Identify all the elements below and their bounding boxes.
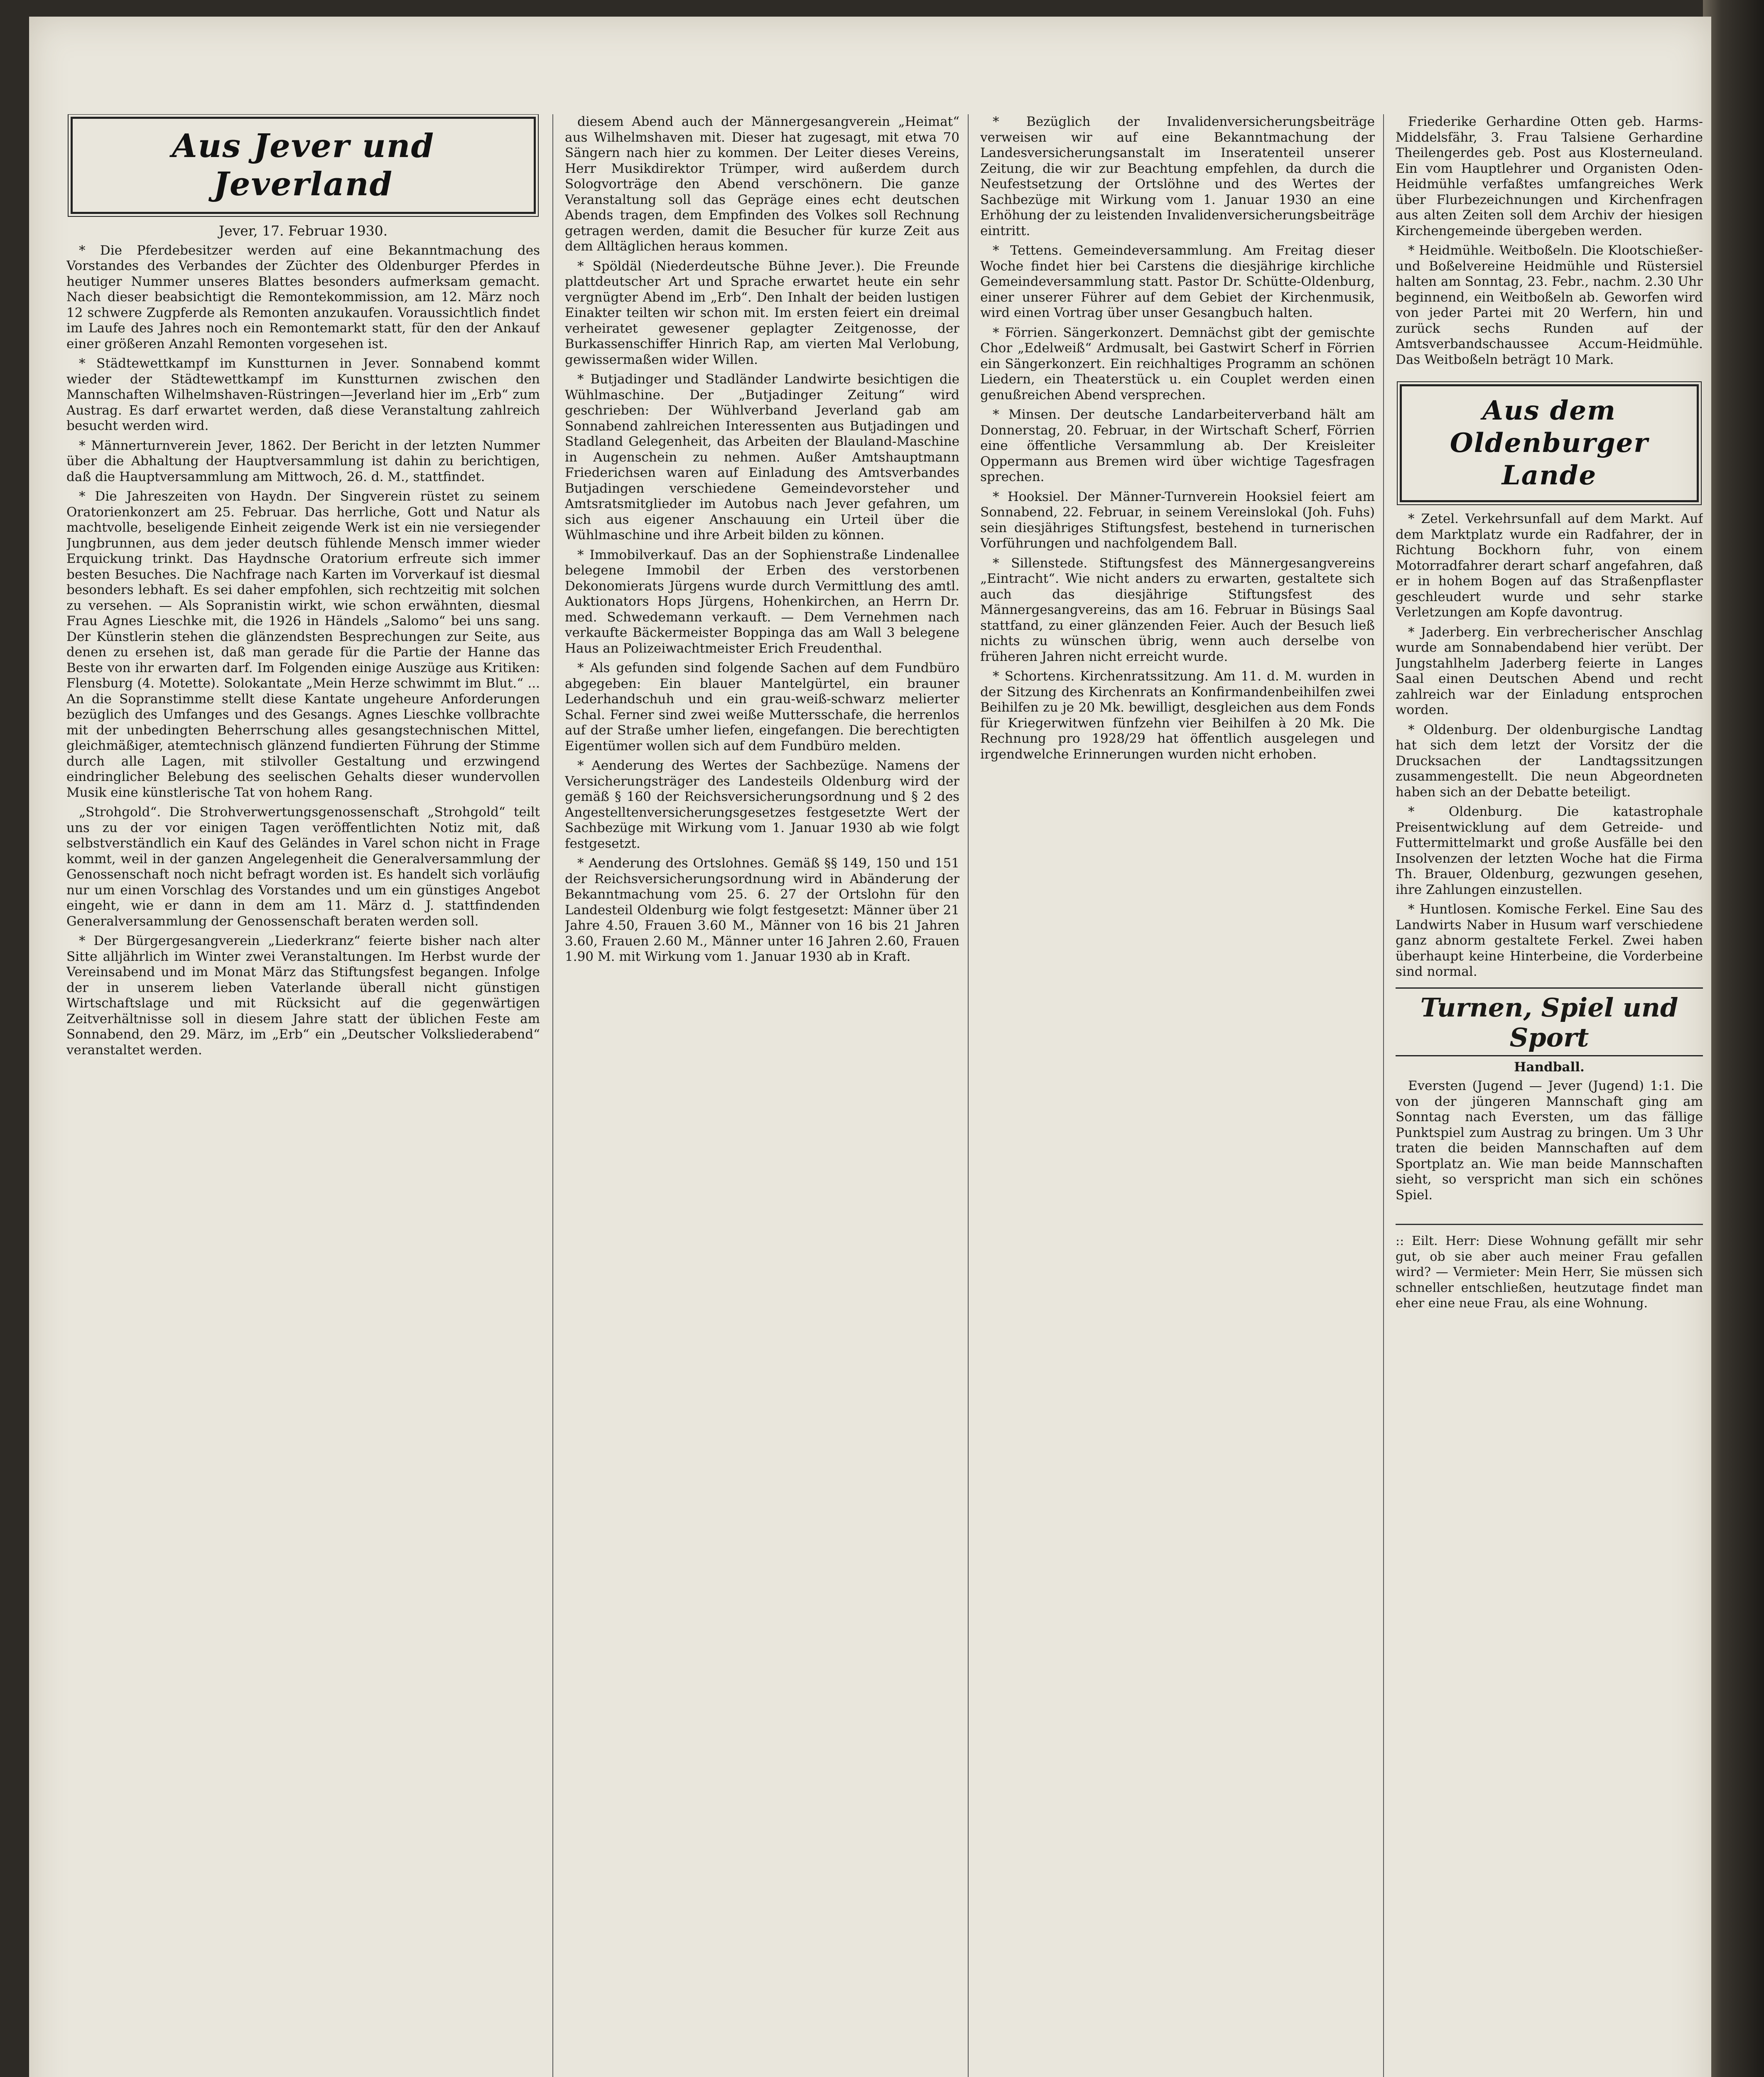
article: „Strohgold“. Die Strohverwertungsgenossenschaft „Strohgold“ teilt uns zu der vor einigen Tagen veröffentlichten Notiz mit, daß selbstverständlich ein Kauf des Geländes in Varel schon nicht in Frage kommt, weil in der ganzen Angelegenheit die Generalversammlung der Genossenschaft noch nicht befragt worden ist. Es handelt sich vorläufig nur um einen Vorschlag des Vorstandes und um ein günstiges Angebot eingeht, wie er dann in dem am 11. März d. J. stattfindenden Generalversammlung der Genossenschaft beraten werden soll. (66, 805, 540, 929)
article: * Aenderung des Wertes der Sachbezüge. Namens der Versicherungsträger des Landesteils Oldenburg wird der gemäß § 160 der Reichsversicherungsordnung und § 2 des Angestelltenversicherungsgesetzes festgesetzte Wert der Sachbezüge mit Wirkung vom 1. Januar 1930 ab wie folgt festgesetzt. (565, 758, 959, 851)
joke-tail: :: Eilt. Herr: Diese Wohnung gefällt mir sehr gut, ob sie aber auch meiner Frau gefallen wird? — Vermieter: Mein Herr, Sie müssen sich schneller entschließen, heutzutage findet man eher eine neue Frau, als eine Wohnung. (1396, 1224, 1703, 1311)
article: * Jaderberg. Ein verbrecherischer Anschlag wurde am Sonnabendabend hier verübt. Der Jungstahlhelm Jaderberg feierte in Langes Saal einen Deutschen Abend und recht zahlreich war der Einladung entsprochen worden. (1396, 624, 1703, 717)
article: * Die Jahreszeiten von Haydn. Der Singverein rüstet zu seinem Oratorienkonzert am 25. Februar. Das herrliche, Gott und Natur als machtvolle, beseligende Einheit zeigende Werk ist ein nie versiegender Jungbrunnen, aus dem jeder deutsch fühlende Mensch immer wieder Erquickung trinkt. Das Haydnsche Oratorium erfreute sich immer besten Besuches. Die Nachfrage nach Karten im Vorverkauf ist diesmal besonders lebhaft. Es sei daher empfohlen, sich rechtzeitig mit solchen zu versehen. — Als Sopranistin wirkt, wie schon erwähnten, diesmal Frau Agnes Lieschke mit, die 1926 in Händels „Salomo“ bei uns sang. Der Künstlerin stehen die glänzendsten Besprechungen zur Seite, aus denen zu ersehen ist, daß man gerade für die Partie der Hanne das Beste von ihr erwarten darf. Im Folgenden einige Auszüge aus Kritiken: Flensburg (4. Motette). Solokantate „Mein Herze schwimmt im Blut.“ ... An die Sopranstimme stellt diese Kantate ungeheure Anforderungen bezüglich des Umfanges und des Gesangs. Agnes Lieschke vollbrachte mit der unbedingten Beherrschung alles gesangstechnischen Mittel, gleichmäßiger, atemtechnisch glänzend fundierten Führung der Stimme durch alle Lagen, mit stilvoller Gestaltung und erzwingend eindringlicher Belebung des seelischen Gehalts dieser wundervollen Musik eine künstlerische Tat von hohem Rang. (66, 489, 540, 800)
article: * Die Pferdebesitzer werden auf eine Bekanntmachung des Vorstandes des Verbandes der Züchter des Oldenburger Pferdes in heutiger Nummer unseres Blattes besonders aufmerksam gemacht. Nach dieser beabsichtigt die Remontekommission, am 12. März noch 12 schwere Zugpferde als Remonten anzukaufen. Voraussichtlich findet im Laufe des Jahres noch ein Remontemarkt statt, für den der Ankauf einer größeren Anzahl Remonten vorgesehen ist. (66, 243, 540, 351)
scanner-dark-edge (1703, 0, 1764, 2077)
article: Eversten (Jugend — Jever (Jugend) 1:1. Die von der jüngeren Mannschaft ging am Sonntag nach Eversten, um das fällige Punktspiel zum Austrag zu bringen. Um 3 Uhr traten die beiden Mannschaften auf dem Sportplatz an. Wie man beide Mannschaften sieht, so verspricht man sich ein schönes Spiel. (1396, 1078, 1703, 1203)
article: * Oldenburg. Die katastrophale Preisentwicklung auf dem Getreide- und Futtermittelmarkt und große Ausfälle bei den Insolvenzen der letzten Woche hat die Firma Th. Brauer, Oldenburg, gezwungen gesehen, ihre Zahlungen einzustellen. (1396, 804, 1703, 897)
article: * Männerturnverein Jever, 1862. Der Bericht in der letzten Nummer über die Abhaltung der Hauptversammlung ist dahin zu berichtigen, daß die Hauptversammlung am Mittwoch, 26. d. M., stattfindet. (66, 438, 540, 484)
article: * Zetel. Verkehrsunfall auf dem Markt. Auf dem Marktplatz wurde ein Radfahrer, der in Richtung Bockhorn fuhr, von einem Motorradfahrer derart scharf angefahren, daß er in hohem Bogen auf das Straßenpflaster geschleudert wurde und sehr starke Verletzungen am Kopfe davontrug. (1396, 511, 1703, 620)
article: * Butjadinger und Stadländer Landwirte besichtigen die Wühlmaschine. Der „Butjadinger Zeitung“ wird geschrieben: Der Wühlverband Jeverland gab am Sonnabend zahlreichen Interessenten aus Butjadingen und Stadland Gelegenheit, das Arbeiten der Blauland-Maschine in Augenschein zu nehmen. Außer Amtshauptmann Friederichsen waren auf Einladung des Amtsverbandes Butjadingen verschiedene Gemeindevorsteher und Amtsratsmitglieder im Autobus nach Jever gefahren, um sich aus eigener Anschauung ein Urteil über die Wühlmaschine und ihre Arbeit bilden zu können. (565, 372, 959, 543)
article: * Minsen. Der deutsche Landarbeiterverband hält am Donnerstag, 20. Februar, in der Wirtschaft Scherf, Förrien eine öffentliche Versammlung ab. Der Kreisleiter Oppermann aus Bremen wird über wichtige Tagesfragen sprechen. (980, 407, 1375, 484)
article: * Oldenburg. Der oldenburgische Landtag hat sich dem letzt der Vorsitz der die Drucksachen der Landtagssitzungen zusammengestellt. Die neun Abgeordneten haben sich an der Debatte beteiligt. (1396, 722, 1703, 800)
article: * Städtewettkampf im Kunstturnen in Jever. Sonnabend kommt wieder der Städtewettkampf im Kunstturnen zwischen den Mannschaften Wilhelmshaven-Rüstringen—Jeverland hier im „Erb“ zum Austrag. Es darf erwartet werden, daß diese Veranstaltung zahlreich besucht werden wird. (66, 356, 540, 433)
article: * Spöldäl (Niederdeutsche Bühne Jever.). Die Freunde plattdeutscher Art und Sprache erwartet heute ein sehr vergnügter Abend im „Erb“. Den Inhalt der beiden lustigen Einakter teilten wir schon mit. Im ersten feiert ein dreimal verheiratet gewesener geplagter Zeitgenosse, der Burkassenschiffer Hinrich Rap, am vierten Mal Verlobung, gewissermaßen wider Willen. (565, 258, 959, 367)
article: * Sillenstede. Stiftungsfest des Männergesangvereins „Eintracht“. Wie nicht anders zu erwarten, gestaltete sich auch das diesjährige Stiftungsfest des Männergesangvereins, das am 16. Februar in Büsings Saal stattfand, zu einer glänzenden Feier. Auch der Besuch ließ nichts zu wünschen übrig, wenn auch derselbe von früheren Jahren nicht erreicht wurde. (980, 555, 1375, 664)
column-1 (66, 114, 540, 2077)
article: * Als gefunden sind folgende Sachen auf dem Fundbüro abgegeben: Ein blauer Mantelgürtel, ein brauner Lederhandschuh und ein grau-weiß-schwarz melierter Schal. Ferner sind zwei weiße Muttersschafe, die herrenlos auf der Straße umher liefen, eingefangen. Die berechtigten Eigentümer wollen sich auf dem Fundbüro melden. (565, 660, 959, 754)
section-header-jever: Aus Jever und Jeverland (71, 117, 536, 214)
newspaper-page (29, 17, 1711, 2077)
article: * Förrien. Sängerkonzert. Demnächst gibt der gemischte Chor „Edelweiß“ Ardmusalt, bei Gastwirt Scherf in Förrien ein Sängerkonzert. Ein reichhaltiges Programm an schönen Liedern, ein Theaterstück u. ein Couplet werden einen genußreichen Abend versprechen. (980, 325, 1375, 403)
article: * Tettens. Gemeindeversammlung. Am Freitag dieser Woche findet hier bei Carstens die diesjährige kirchliche Gemeindeversammlung statt. Pastor Dr. Schütte-Oldenburg, einer unserer Führer auf dem Gebiet der Kirchenmusik, wird einen Vortrag über unser Gesangbuch halten. (980, 243, 1375, 320)
article: * Hooksiel. Der Männer-Turnverein Hooksiel feiert am Sonnabend, 22. Februar, in seinem Vereinslokal (Joh. Fuhs) sein diesjähriges Stiftungsfest, bestehend in turnerischen Vorführungen und nachfolgendem Ball. (980, 489, 1375, 551)
column-divider (552, 114, 553, 2077)
article: * Schortens. Kirchenratssitzung. Am 11. d. M. wurden in der Sitzung des Kirchenrats an Konfirmandenbeihilfen zwei Beihilfen zu je 20 Mk. bewilligt, desgleichen aus dem Fonds für Kriegerwitwen fünfzehn vier Beihilfen à 20 Mk. Die Rechnung pro 1928/29 hat öffentlich ausgelegen und irgendwelche Erinnerungen wurden nicht erhoben. (980, 669, 1375, 762)
column-4 (1396, 114, 1703, 2077)
article: * Immobilverkauf. Das an der Sophienstraße Lindenallee belegene Immobil der Erben des verstorbenen Dekonomierats Jürgens wurde durch Vermittlung des amtl. Auktionators Hops Jürgens, Hohenkirchen, an Herrn Dr. med. Schwedemann verkauft. — Dem Vernehmen nach verkaufte Bäckermeister Boppinga das am Wall 3 belegene Haus an Polizeiwachtmeister Erich Freudenthal. (565, 547, 959, 656)
article: * Aenderung des Ortslohnes. Gemäß §§ 149, 150 und 151 der Reichsversicherungsordnung wird in Abänderung der Bekanntmachung vom 25. 6. 27 der Ortslohn für den Landesteil Oldenburg wie folgt festgesetzt: Männer über 21 Jahre 4.50, Frauen 3.60 M., Männer von 16 bis 21 Jahren 3.60, Frauen 2.60 M., Männer unter 16 Jahren 2.60, Frauen 1.90 M. mit Wirkung vom 1. Januar 1930 ab in Kraft. (565, 856, 959, 964)
article: * Huntlosen. Komische Ferkel. Eine Sau des Landwirts Naber in Husum warf verschiedene ganz abnorm gestaltete Ferkel. Zwei haben überhaupt keine Hinterbeine, die Vorderbeine sind normal. (1396, 902, 1703, 979)
article: diesem Abend auch der Männergesangverein „Heimat“ aus Wilhelmshaven mit. Dieser hat zugesagt, mit etwa 70 Sängern nach hier zu kommen. Der Leiter dieses Vereins, Herr Musikdirektor Trümper, wird außerdem durch Sologvorträge den Abend verschönern. Die ganze Veranstaltung soll das Gepräge eines echt deutschen Abends tragen, dem Empfinden des Volkes soll Rechnung getragen werden, damit die Besucher für kurze Zeit aus dem Alltäglichen heraus kommen. (565, 114, 959, 254)
section-header-sport: Turnen, Spiel und Sport (1396, 987, 1703, 1056)
article: * Der Bürgergesangverein „Liederkranz“ feierte bisher nach alter Sitte alljährlich im Winter zwei Veranstaltungen. Im Herbst wurde der Vereinsabend und im Monat März das Stiftungsfest begangen. Infolge der in unserem lieben Vaterlande überall nicht günstigen Wirtschaftslage und mit Rücksicht auf die gegenwärtigen Zeitverhältnisse soll in diesem Jahre statt der üblichen Feste am Sonnabend, den 29. März, im „Erb“ ein „Deutscher Volksliederabend“ veranstaltet werden. (66, 933, 540, 1058)
column-divider (968, 114, 969, 2077)
article: * Bezüglich der Invalidenversicherungsbeiträge verweisen wir auf eine Bekanntmachung der Landesversicherungsanstalt im Inseratenteil unserer Zeitung, die wir zur Beachtung empfehlen, da durch die Neufestsetzung der Ortslöhne und des Wertes der Sachbezüge mit Wirkung vom 1. Januar 1930 an eine Erhöhung der zu leistenden Invalidenversicherungsbeiträge eintritt. (980, 114, 1375, 238)
column-2 (565, 114, 959, 2077)
article: * Heidmühle. Weitboßeln. Die Klootschießer- und Boßelvereine Heidmühle und Rüstersiel halten am Sonntag, 23. Febr., nachm. 2.30 Uhr beginnend, ein Weitboßeln ab. Geworfen wird von jeder Partei mit 20 Werfern, hin und zurück sechs Runden auf der Amtsverbandschaussee Accum-Heidmühle. Das Weitboßeln beträgt 10 Mark. (1396, 243, 1703, 367)
column-3 (980, 114, 1375, 2077)
subhead-handball: Handball. (1514, 1059, 1585, 1075)
dateline: Jever, 17. Februar 1930. (218, 223, 388, 239)
article: Friederike Gerhardine Otten geb. Harms-Middelsfähr, 3. Frau Talsiene Gerhardine Theilengerdes geb. Post aus Klosterneuland. Ein vom Hauptlehrer und Organisten Oden-Heidmühle verfaßtes umfangreiches Werk über Flurbezeichnungen und Kirchenfragen aus alten Zeiten soll dem Archiv der hiesigen Kirchengemeinde übergeben werden. (1396, 114, 1703, 238)
section-header-oldenburg: Aus dem Oldenburger Lande (1400, 384, 1699, 502)
column-divider (1383, 114, 1384, 2077)
